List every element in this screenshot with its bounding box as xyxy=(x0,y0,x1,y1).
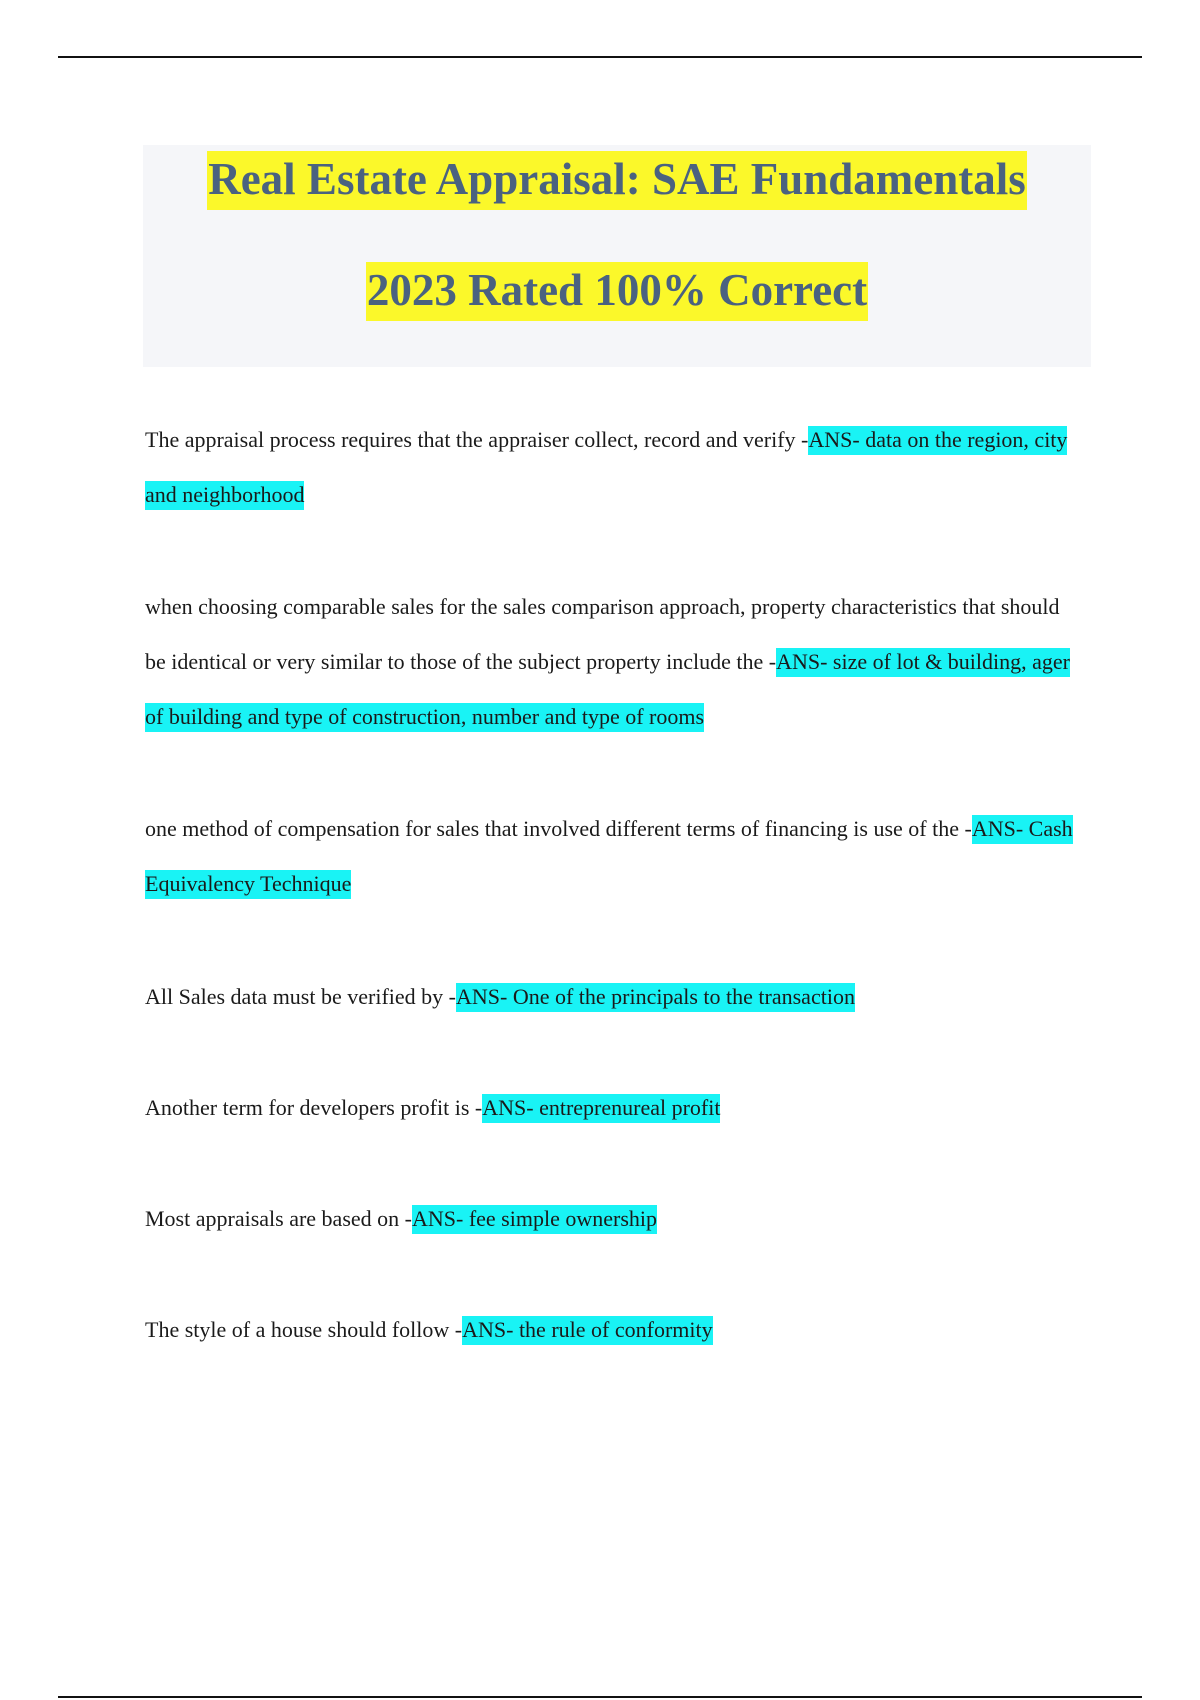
qa-item-7 xyxy=(145,1302,1085,1357)
qa-item-6 xyxy=(145,1191,1085,1246)
answer-text: ANS- Cash Equivalency Technique xyxy=(145,815,1073,899)
title-block xyxy=(143,145,1091,367)
answer-text: ANS- fee simple ownership xyxy=(412,1205,657,1234)
question-text: one method of compensation for sales that involved different terms of financing is use of the - xyxy=(145,816,972,841)
answer-text: ANS- data on the region, city and neighborhood xyxy=(145,426,1067,510)
document-title-line-2: 2023 Rated 100% Correct xyxy=(143,268,1091,313)
qa-item-4 xyxy=(145,969,1085,1024)
question-text: when choosing comparable sales for the sales comparison approach, property characteristics that should be identical or very similar to those of the subject property include the - xyxy=(145,594,1060,674)
question-text: Another term for developers profit is - xyxy=(145,1095,483,1120)
qa-item-1 xyxy=(145,412,1085,522)
question-text: All Sales data must be verified by - xyxy=(145,984,456,1009)
answer-text: ANS- One of the principals to the transaction xyxy=(456,983,855,1012)
document-title-line-1: Real Estate Appraisal: SAE Fundamentals xyxy=(143,157,1091,202)
question-text: The appraisal process requires that the appraiser collect, record and verify - xyxy=(145,427,809,452)
qa-item-3 xyxy=(145,801,1085,911)
answer-text: ANS- the rule of conformity xyxy=(462,1316,713,1345)
bottom-divider xyxy=(58,1696,1142,1698)
top-divider xyxy=(58,56,1142,58)
qa-item-5 xyxy=(145,1080,1085,1135)
qa-item-2 xyxy=(145,579,1085,744)
answer-text: ANS- entreprenureal profit xyxy=(482,1094,720,1123)
question-text: Most appraisals are based on - xyxy=(145,1206,412,1231)
question-text: The style of a house should follow - xyxy=(145,1317,463,1342)
answer-text: ANS- size of lot & building, ager of building and type of construction, number and type of rooms xyxy=(145,648,1070,732)
